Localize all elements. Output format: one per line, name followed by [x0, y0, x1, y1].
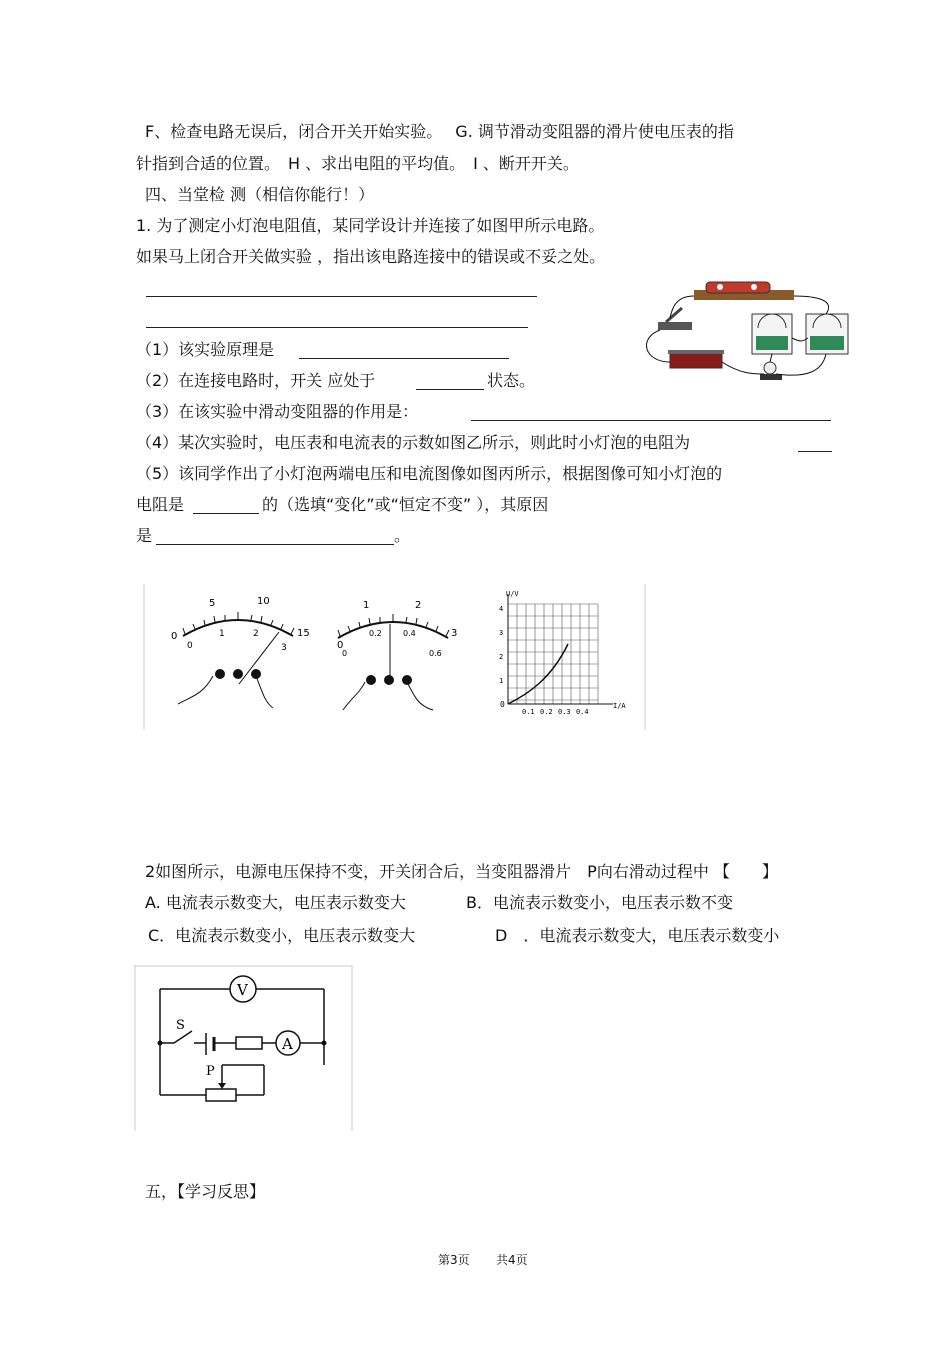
- voltmeter-label: V: [237, 981, 248, 999]
- answer-blank-resistance[interactable]: [798, 451, 832, 452]
- switch-icon: [658, 322, 692, 330]
- graph-ytick-2: 2: [499, 653, 504, 661]
- voltmeter-bottom-tick-2: 2: [253, 629, 259, 639]
- q1-part-4: （4）某次实验时，电压表和电流表的示数如图乙所示，则此时小灯泡的电阻为: [136, 433, 691, 452]
- ammeter-bottom-tick-0: 0: [342, 649, 348, 658]
- rheostat-icon: [670, 354, 722, 368]
- graph-ytick-4: 4: [499, 605, 504, 613]
- q2-option-d: D ．电流表示数变大，电压表示数变小: [495, 926, 780, 945]
- circuit-apparatus-figure: [636, 278, 854, 388]
- graph-ylabel: U/V: [506, 590, 519, 598]
- q1-part-2-a: （2）在连接电路时，开关 应处于: [136, 371, 376, 390]
- ammeter-top-tick-2: 2: [415, 600, 422, 611]
- steps-line-2: 针指到合适的位置。 H 、求出电阻的平均值。 I 、断开开关。: [136, 154, 579, 173]
- answer-blank-reason[interactable]: [156, 544, 394, 545]
- q1-part-5-e: 。: [394, 526, 411, 545]
- ammeter-bottom-tick-1: 0.2: [369, 629, 382, 638]
- slider-label: P: [206, 1064, 215, 1079]
- battery-icon: [706, 282, 770, 293]
- ammeter-bottom-tick-2: 0.4: [403, 629, 416, 638]
- ammeter-label: A: [282, 1035, 293, 1053]
- ammeter-top-tick-0: 0: [337, 640, 344, 651]
- ammeter-top-tick-1: 1: [363, 600, 370, 611]
- q1-part-3: （3）在该实验中滑动变阻器的作用是：: [136, 402, 419, 421]
- answer-blank-2[interactable]: [146, 327, 528, 328]
- q1-stem-line-1: 1. 为了测定小灯泡电阻值，某同学设计并连接了如图甲所示电路。: [136, 216, 605, 235]
- voltmeter-bottom-tick-3: 3: [281, 643, 287, 653]
- answer-blank-resistance-type[interactable]: [193, 513, 259, 514]
- footer-page-number: 第3页: [438, 1253, 470, 1267]
- ui-graph: [508, 594, 613, 704]
- q1-part-5-c: 的（选填“变化”或“恒定不变” ），其原因: [262, 495, 549, 514]
- graph-xtick-4: 0.4: [576, 708, 589, 716]
- q2-option-b: B．电流表示数变小，电压表示数不变: [466, 893, 733, 912]
- graph-xtick-3: 0.3: [558, 708, 571, 716]
- graph-xlabel: I/A: [613, 702, 626, 710]
- voltmeter-top-tick-0: 0: [171, 631, 178, 642]
- graph-ytick-3: 3: [499, 629, 504, 637]
- graph-xtick-2: 0.2: [540, 708, 553, 716]
- ammeter-bottom-tick-3: 0.6: [429, 649, 442, 658]
- slider-arrow-icon: [218, 1083, 226, 1089]
- graph-ytick-1: 1: [499, 677, 504, 685]
- q2-option-a: A. 电流表示数变大，电压表示数变大: [145, 893, 406, 912]
- ammeter-dial: [338, 614, 449, 710]
- steps-line-1: F、检查电路无误后，闭合开关开始实验。 G. 调节滑动变阻器的滑片使电压表的指: [145, 122, 734, 141]
- q1-part-1: （1）该实验原理是: [136, 340, 275, 359]
- q1-part-5-d: 是: [136, 526, 153, 545]
- answer-blank-switch-state[interactable]: [416, 389, 484, 390]
- graph-xtick-1: 0.1: [522, 708, 535, 716]
- section-5-title: 五，【学习反思】: [145, 1182, 266, 1201]
- lamp-icon: [764, 362, 776, 374]
- answer-blank-principle[interactable]: [299, 358, 509, 359]
- q2-option-c: C．电流表示数变小，电压表示数变大: [148, 926, 416, 945]
- voltmeter-top-tick-2: 10: [257, 596, 270, 607]
- ammeter-top-tick-3: 3: [451, 628, 458, 639]
- voltmeter-top-tick-1: 5: [209, 598, 216, 609]
- answer-blank-rheostat-role[interactable]: [471, 420, 831, 421]
- answer-blank-1[interactable]: [146, 296, 537, 297]
- voltmeter-top-tick-3: 15: [297, 628, 310, 639]
- q1-stem-line-2: 如果马上闭合开关做实验 ，指出该电路连接中的错误或不妥之处。: [136, 247, 606, 266]
- footer-total-pages: 共4页: [496, 1253, 528, 1267]
- voltmeter-bottom-tick-0: 0: [187, 641, 193, 651]
- q1-part-5-a: （5）该同学作出了小灯泡两端电压和电流图像如图丙所示，根据图像可知小灯泡的: [136, 464, 723, 483]
- voltmeter-bottom-tick-1: 1: [219, 629, 225, 639]
- q2-stem: 2如图所示，电源电压保持不变，开关闭合后，当变阻器滑片 P向右滑动过程中 【 】: [145, 862, 778, 881]
- q1-part-2-b: 状态。: [487, 371, 536, 390]
- meters-and-graph-figure: [143, 584, 648, 730]
- switch-label: S: [176, 1018, 185, 1033]
- section-4-title: 四、当堂检 测（相信你能行！）: [145, 185, 375, 204]
- voltmeter-dial: [178, 612, 294, 708]
- graph-origin: 0: [500, 700, 505, 709]
- q1-part-5-b: 电阻是: [136, 495, 185, 514]
- circuit-diagram: [134, 965, 354, 1131]
